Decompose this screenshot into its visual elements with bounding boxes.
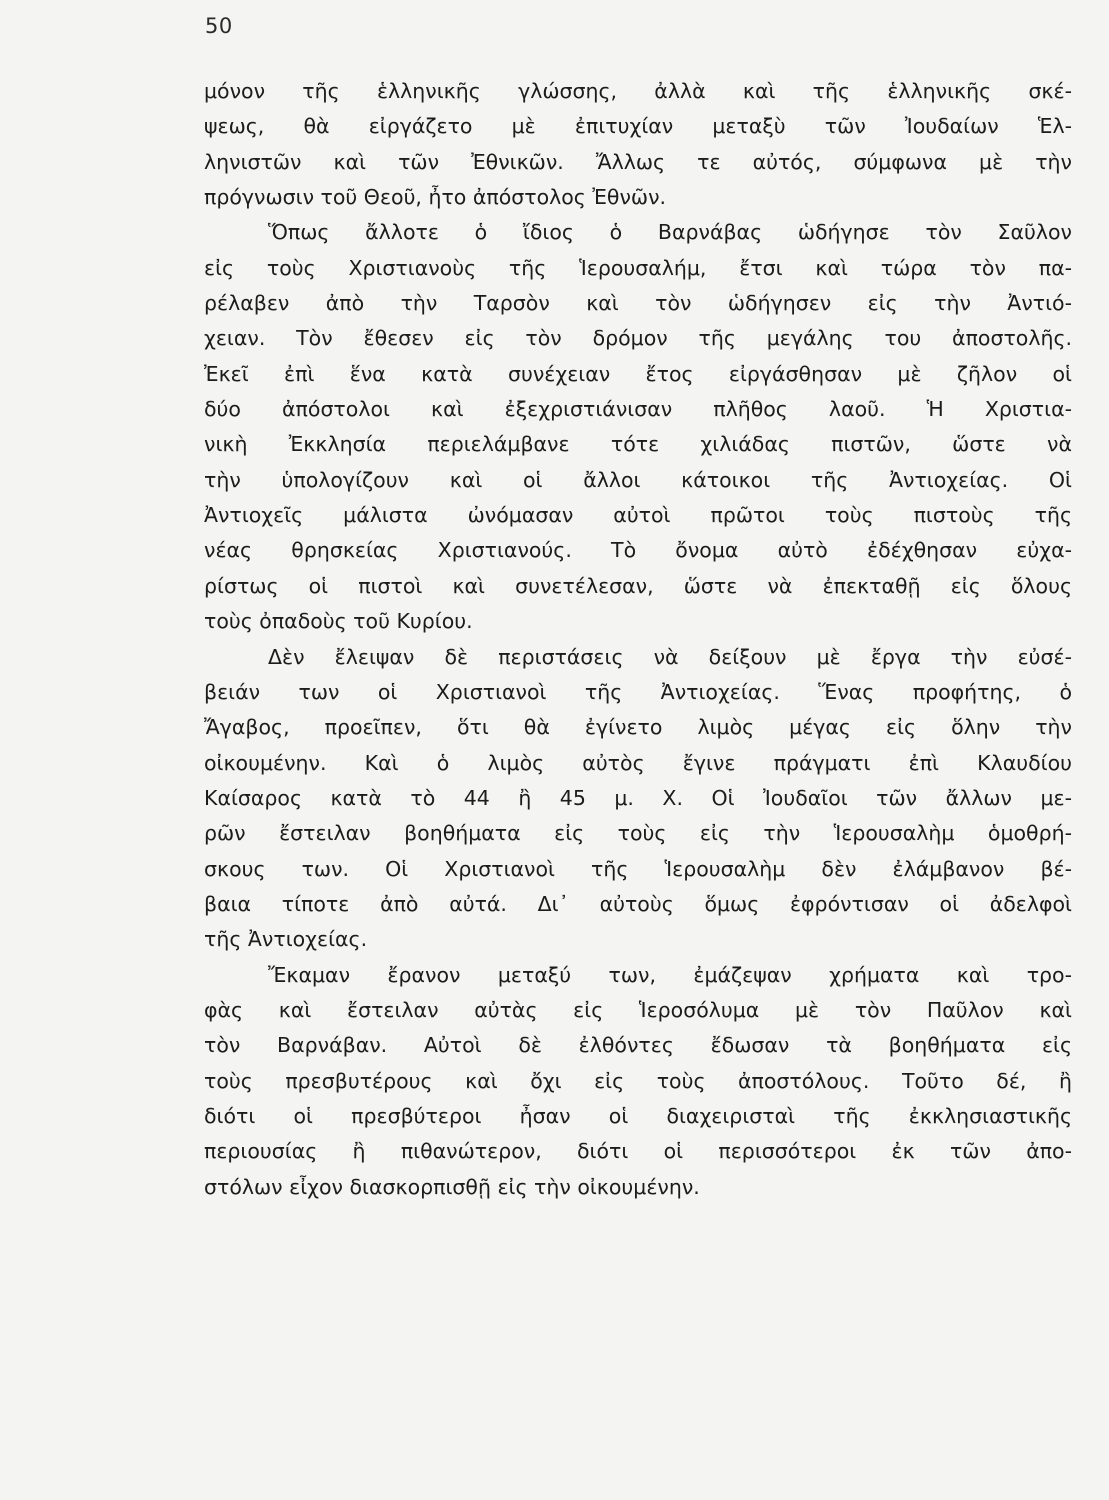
text-line: διότι οἱ πρεσβύτεροι ἦσαν οἱ διαχειρισταὶ τῆς ἐκκλησιαστικῆς [204,1103,1072,1128]
text-line: βειάν των οἱ Χριστιανοὶ τῆς Ἀντιοχείας. Ἕνας προφήτης, ὁ [204,679,1072,704]
text-line: φὰς καὶ ἔστειλαν αὐτὰς εἰς Ἱεροσόλυμα μὲ τὸν Παῦλον καὶ [204,997,1072,1022]
body-text [204,74,1072,1205]
text-line: ψεως, θὰ εἰργάζετο μὲ ἐπιτυχίαν μεταξὺ τῶν Ἰουδαίων Ἑλ- [204,114,1072,139]
text-line: Δὲν ἔλειψαν δὲ περιστάσεις νὰ δείξουν μὲ ἔργα τὴν εὐσέ- [268,644,1072,669]
text-line: τοὺς ὀπαδοὺς τοῦ Κυρίου. [204,609,473,634]
text-line: τὸν Βαρνάβαν. Αὐτοὶ δὲ ἐλθόντες ἔδωσαν τὰ βοηθήματα εἰς [204,1033,1072,1058]
text-line: ρέλαβεν ἀπὸ τὴν Ταρσὸν καὶ τὸν ὡδήγησεν εἰς τὴν Ἀντιό- [204,291,1072,316]
text-line: σκους των. Οἱ Χριστιανοὶ τῆς Ἱερουσαλὴμ δὲν ἐλάμβανον βέ- [204,856,1072,881]
text-line: νέας θρησκείας Χριστιανούς. Τὸ ὄνομα αὐτὸ ἐδέχθησαν εὐχα- [204,538,1072,563]
text-line: Ἔκαμαν ἔρανον μεταξύ των, ἐμάζεψαν χρήματα καὶ τρο- [268,962,1072,987]
text-line: τῆς Ἀντιοχείας. [204,927,368,952]
text-line: Ἐκεῖ ἐπὶ ἕνα κατὰ συνέχειαν ἔτος εἰργάσθησαν μὲ ζῆλον οἱ [204,361,1072,386]
text-line: Ὅπως ἄλλοτε ὁ ἴδιος ὁ Βαρνάβας ὡδήγησε τὸν Σαῦλον [268,220,1072,245]
text-line: πρόγνωσιν τοῦ Θεοῦ, ἦτο ἀπόστολος Ἐθνῶν. [204,185,667,210]
text-line: Ἄγαβος, προεῖπεν, ὅτι θὰ ἐγίνετο λιμὸς μέγας εἰς ὅλην τὴν [204,715,1072,740]
text-line: οἰκουμένην. Καὶ ὁ λιμὸς αὐτὸς ἔγινε πράγματι ἐπὶ Κλαυδίου [204,750,1072,775]
text-line: δύο ἀπόστολοι καὶ ἐξεχριστιάνισαν πλῆθος λαοῦ. Ἡ Χριστια- [204,397,1072,422]
text-line: τὴν ὑπολογίζουν καὶ οἱ ἄλλοι κάτοικοι τῆς Ἀντιοχείας. Οἱ [204,467,1072,492]
text-line: βαια τίποτε ἀπὸ αὐτά. Δι᾽ αὐτοὺς ὅμως ἐφρόντισαν οἱ ἀδελφοὶ [204,891,1072,916]
text-line: ρῶν ἔστειλαν βοηθήματα εἰς τοὺς εἰς τὴν Ἱερουσαλὴμ ὁμοθρή- [204,821,1072,846]
text-line: εἰς τοὺς Χριστιανοὺς τῆς Ἱερουσαλήμ, ἔτσι καὶ τώρα τὸν πα- [204,255,1072,280]
text-line: περιουσίας ἢ πιθανώτερον, διότι οἱ περισσότεροι ἐκ τῶν ἀπο- [204,1139,1072,1164]
text-line: χειαν. Τὸν ἔθεσεν εἰς τὸν δρόμον τῆς μεγάλης του ἀποστολῆς. [204,326,1072,351]
text-line: Καίσαρος κατὰ τὸ 44 ἢ 45 μ. Χ. Οἱ Ἰουδαῖοι τῶν ἄλλων με- [204,785,1072,810]
text-line: τοὺς πρεσβυτέρους καὶ ὄχι εἰς τοὺς ἀποστόλους. Τοῦτο δέ, ἢ [204,1068,1072,1093]
page-number: 50 [205,14,233,38]
text-line: ρίστως οἱ πιστοὶ καὶ συνετέλεσαν, ὥστε νὰ ἐπεκταθῇ εἰς ὅλους [204,573,1072,598]
text-line: μόνον τῆς ἑλληνικῆς γλώσσης, ἀλλὰ καὶ τῆς ἑλληνικῆς σκέ- [204,79,1072,103]
text-line: ληνιστῶν καὶ τῶν Ἐθνικῶν. Ἄλλως τε αὐτός, σύμφωνα μὲ τὴν [204,149,1072,174]
text-line: Ἀντιοχεῖς μάλιστα ὠνόμασαν αὐτοὶ πρῶτοι τοὺς πιστοὺς τῆς [204,503,1072,528]
text-line: νικὴ Ἐκκλησία περιελάμβανε τότε χιλιάδας πιστῶν, ὥστε νὰ [204,432,1072,457]
text-line: στόλων εἶχον διασκορπισθῇ εἰς τὴν οἰκουμένην. [204,1174,700,1199]
